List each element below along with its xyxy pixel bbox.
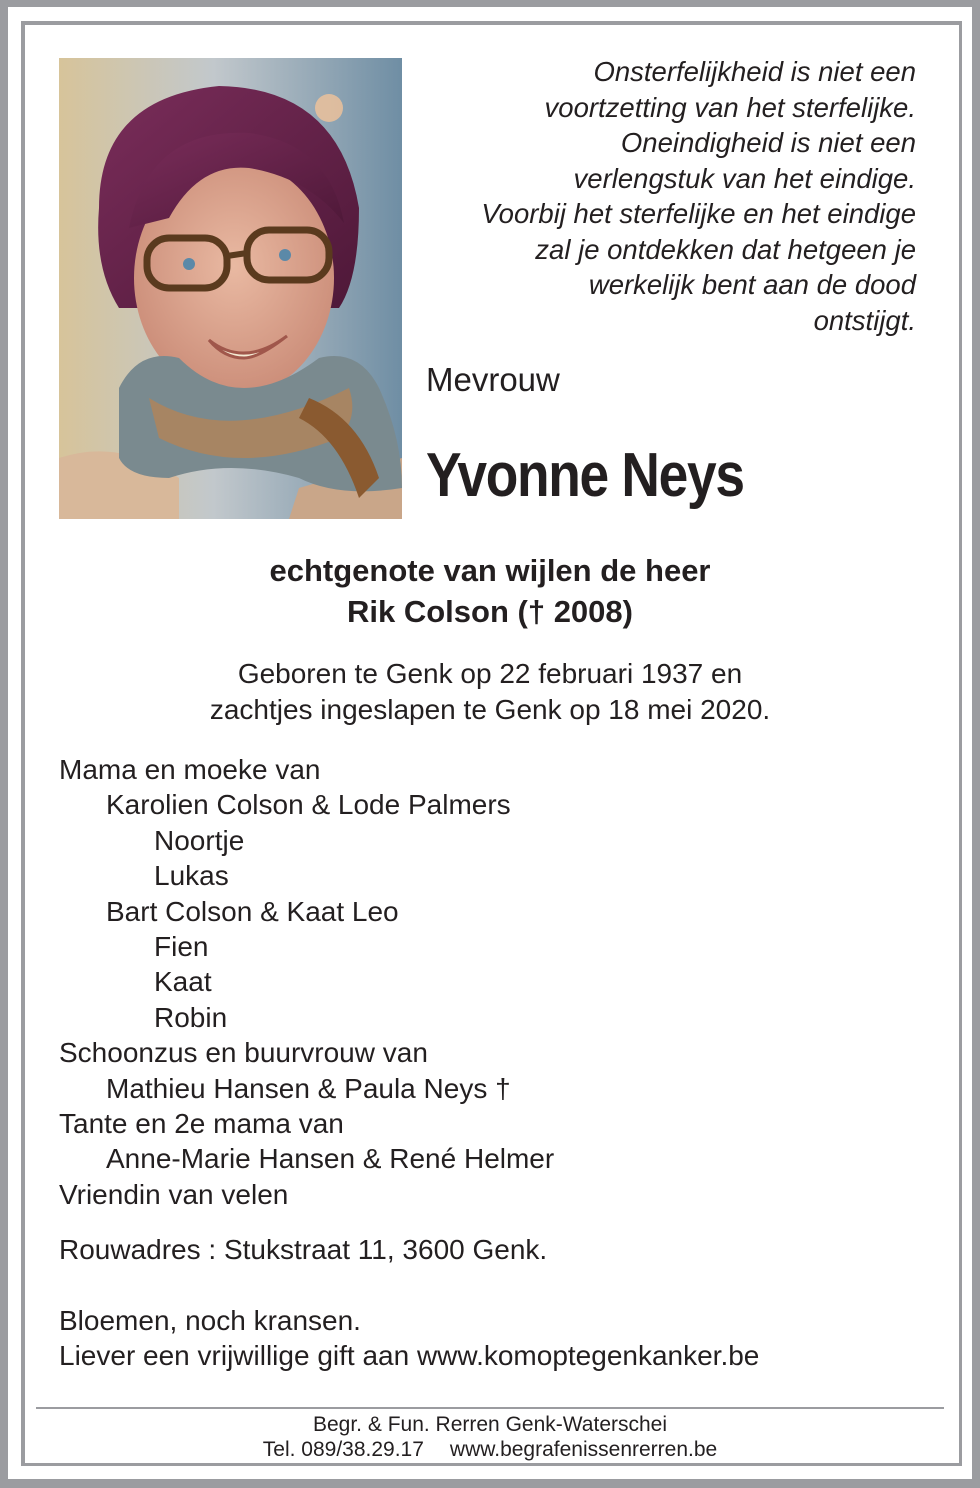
quote-line: Onsterfelijkheid is niet een: [593, 56, 916, 87]
family-member: Bart Colson & Kaat Leo: [106, 895, 399, 927]
funeral-home-name: Begr. & Fun. Rerren Genk-Waterschei: [312, 1413, 668, 1436]
family-relation: Tante en 2e mama van: [59, 1108, 344, 1140]
family-member: Karolien Colson & Lode Palmers: [106, 789, 511, 821]
quote-line: verlengstuk van het eindige.: [573, 162, 916, 194]
quote-line: werkelijk bent aan de dood: [588, 269, 916, 300]
quote-line: Oneindigheid is niet een: [620, 127, 916, 158]
portrait-photo: [59, 58, 402, 519]
grandchild: Noortje: [154, 824, 245, 856]
grandchild: Lukas: [154, 860, 229, 892]
spouse-line-2: Rik Colson († 2008): [347, 594, 633, 629]
death-line: zachtjes ingeslapen te Genk op 18 mei 2020.: [209, 694, 771, 725]
family-list: [59, 752, 554, 1212]
family-member: Mathieu Hansen & Paula Neys †: [106, 1072, 511, 1104]
quote-line: ontstijgt.: [813, 304, 916, 336]
family-relation: Mama en moeke van: [59, 754, 321, 785]
grandchild: Kaat: [154, 966, 212, 998]
family-member: Anne-Marie Hansen & René Helmer: [106, 1143, 555, 1175]
mourning-address: Rouwadres : Stukstraat 11, 3600 Genk.: [59, 1234, 548, 1265]
spouse-line-1: echtgenote van wijlen de heer: [269, 553, 711, 588]
grandchild: Fien: [154, 931, 209, 963]
deceased-name: Yvonne Neys: [426, 441, 744, 510]
website-link[interactable]: www.begrafenissenrerren.be: [449, 1438, 718, 1461]
donation-line: Liever een vrijwillige gift aan www.komoptegenkanker.be: [59, 1340, 760, 1371]
phone-number: Tel. 089/38.29.17: [262, 1438, 424, 1461]
contact-line: [0, 1437, 980, 1462]
notes-line-1: Bloemen, noch kransen.: [59, 1305, 361, 1336]
salutation: Mevrouw: [426, 361, 560, 398]
memorial-quote: [396, 54, 916, 338]
family-relation: Vriendin van velen: [59, 1178, 289, 1210]
flower-notes: [59, 1303, 759, 1373]
quote-line: voortzetting van het sterfelijke.: [544, 91, 916, 123]
portrait-image-icon: [59, 58, 402, 519]
family-relation: Schoonzus en buurvrouw van: [59, 1037, 428, 1069]
grandchild: Robin: [154, 1001, 228, 1033]
spouse-info: [0, 550, 980, 632]
footer-divider: [36, 1407, 944, 1409]
life-dates: [0, 656, 980, 728]
quote-line: zal je ontdekken dat hetgeen je: [535, 233, 916, 265]
funeral-home-footer: [0, 1412, 980, 1462]
birth-line: Geboren te Genk op 22 februari 1937 en: [237, 658, 743, 689]
quote-line: Voorbij het sterfelijke en het eindige: [481, 198, 916, 229]
